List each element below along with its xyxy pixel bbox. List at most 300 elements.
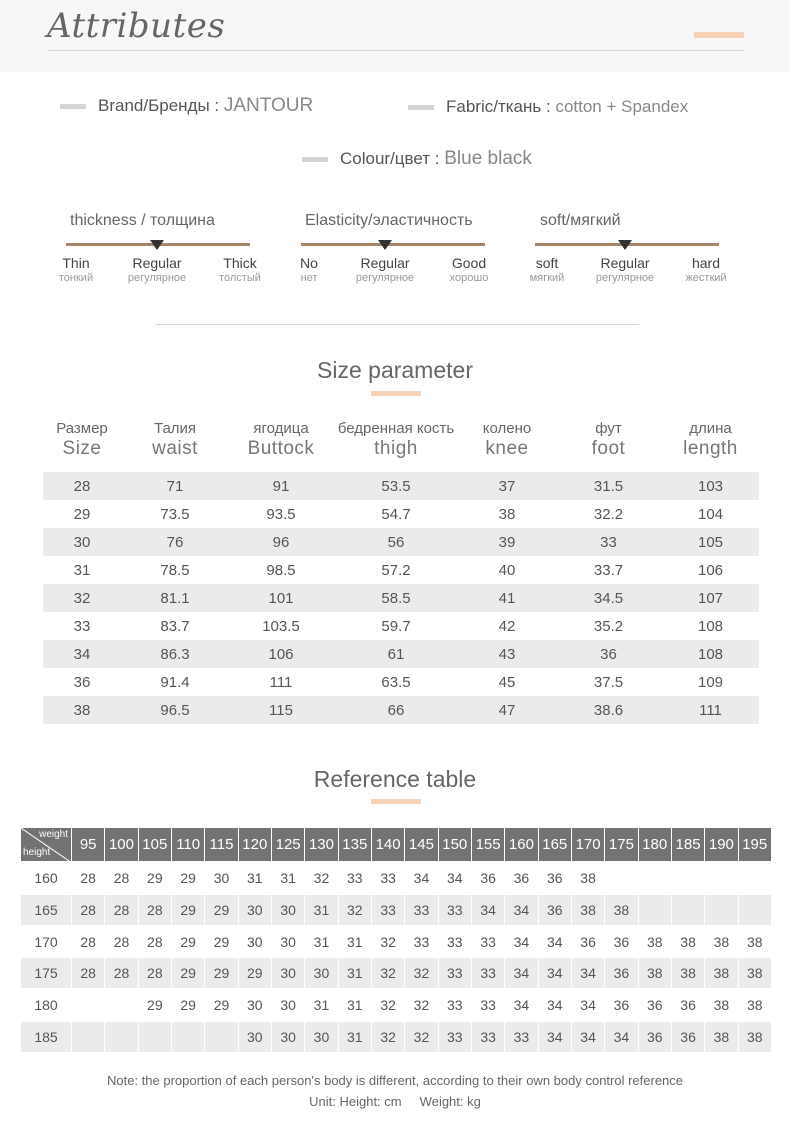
- column-header-en: waist: [152, 438, 198, 459]
- size-value-cell: [672, 895, 705, 927]
- slider-option-sublabel: тонкий: [58, 272, 94, 284]
- table-cell: 38.6: [593, 701, 624, 719]
- size-value-cell: 30: [272, 958, 305, 990]
- size-value-cell: 30: [272, 1022, 305, 1054]
- size-value-cell: 29: [172, 927, 205, 959]
- table-cell: 30: [73, 533, 91, 551]
- size-value-cell: 34: [572, 1022, 605, 1054]
- table-cell: 37.5: [593, 673, 624, 691]
- dash-icon: [60, 104, 86, 109]
- size-value-cell: 34: [572, 958, 605, 990]
- size-value-cell: 33: [472, 990, 505, 1022]
- slider-option: [31, 255, 121, 284]
- table-cell: 56: [387, 533, 405, 551]
- size-value-cell: 38: [739, 927, 772, 959]
- size-value-cell: 38: [705, 1022, 738, 1054]
- column-header-en: foot: [591, 438, 626, 459]
- dash-icon: [302, 157, 328, 162]
- slider-marker-icon: [378, 240, 392, 250]
- size-value-cell: 29: [205, 990, 238, 1022]
- size-parameter-table: [43, 420, 759, 719]
- table-row: [43, 500, 759, 528]
- size-column-header: [229, 420, 333, 472]
- weight-header-cell: 105: [139, 828, 172, 863]
- table-cell: 104: [697, 505, 724, 523]
- weight-header-cell: 125: [272, 828, 305, 863]
- column-header-en: Buttock: [247, 438, 315, 459]
- weight-header-cell: 130: [305, 828, 338, 863]
- slider-title: Elasticity/эластичность: [305, 212, 473, 229]
- size-value-cell: 38: [572, 895, 605, 927]
- size-value-cell: 33: [339, 863, 372, 895]
- table-cell: 73.5: [160, 505, 190, 523]
- table-cell: 31: [73, 561, 91, 579]
- size-value-cell: 33: [439, 927, 472, 959]
- size-value-cell: [105, 990, 138, 1022]
- size-value-cell: 34: [505, 958, 538, 990]
- size-value-cell: 34: [505, 990, 538, 1022]
- size-table-body: [43, 472, 759, 724]
- table-cell: 71: [166, 477, 184, 495]
- table-cell: 33: [600, 533, 617, 551]
- size-value-cell: 30: [272, 927, 305, 959]
- size-value-cell: 36: [672, 990, 705, 1022]
- table-cell: 36: [600, 645, 617, 663]
- size-value-cell: 28: [105, 895, 138, 927]
- size-value-cell: 28: [72, 895, 105, 927]
- size-column-header: [121, 420, 229, 472]
- weight-header-cell: 115: [205, 828, 238, 863]
- size-value-cell: [739, 863, 772, 895]
- height-row-label: 165: [21, 895, 72, 927]
- table-cell: 83.7: [160, 617, 190, 635]
- slider-option-sublabel: регулярное: [355, 272, 415, 284]
- size-value-cell: 38: [639, 958, 672, 990]
- slider-option-sublabel: регулярное: [595, 272, 655, 284]
- size-value-cell: 34: [539, 927, 572, 959]
- table-cell: 42: [498, 617, 516, 635]
- size-value-cell: 31: [339, 958, 372, 990]
- size-value-cell: 33: [372, 895, 405, 927]
- slider-marker-icon: [150, 240, 164, 250]
- size-value-cell: [205, 1022, 238, 1054]
- size-value-cell: 34: [472, 895, 505, 927]
- table-cell: 111: [269, 673, 293, 691]
- size-value-cell: 36: [539, 863, 572, 895]
- table-cell: 32.2: [593, 505, 624, 523]
- slider-option: [340, 255, 430, 284]
- size-parameter-accent: [371, 391, 421, 396]
- size-value-cell: [739, 895, 772, 927]
- size-value-cell: 30: [305, 1022, 338, 1054]
- size-value-cell: [105, 1022, 138, 1054]
- reference-table-title: Reference table: [313, 766, 477, 792]
- size-value-cell: 32: [372, 1022, 405, 1054]
- table-cell: 38: [73, 701, 91, 719]
- size-value-cell: 29: [139, 863, 172, 895]
- table-corner-cell: [21, 828, 72, 863]
- slider-option-sublabel: мягкий: [529, 272, 565, 284]
- weight-header-cell: 95: [72, 828, 105, 863]
- size-value-cell: 33: [439, 895, 472, 927]
- size-value-cell: 38: [705, 927, 738, 959]
- size-value-cell: 34: [505, 895, 538, 927]
- table-cell: 111: [699, 701, 722, 719]
- table-cell: 98.5: [266, 561, 296, 579]
- table-cell: 37: [498, 477, 516, 495]
- size-value-cell: 28: [105, 958, 138, 990]
- height-row-label: 170: [21, 927, 72, 959]
- column-header-ru: бедренная кость: [337, 420, 455, 437]
- table-cell: 108: [697, 617, 724, 635]
- weight-header-cell: 150: [439, 828, 472, 863]
- column-header-ru: длина: [689, 420, 732, 437]
- slider-option: [502, 255, 592, 284]
- column-header-en: thigh: [374, 438, 418, 459]
- column-header-ru: Размер: [56, 420, 108, 437]
- table-cell: 86.3: [160, 645, 190, 663]
- size-value-cell: 38: [739, 990, 772, 1022]
- size-value-cell: 33: [439, 990, 472, 1022]
- table-cell: 53.5: [381, 477, 411, 495]
- slider-option-sublabel: толстый: [219, 272, 261, 284]
- slider-option-label: No: [300, 255, 318, 271]
- slider-track: [301, 243, 485, 246]
- weight-header-cell: 155: [472, 828, 505, 863]
- size-value-cell: 34: [505, 927, 538, 959]
- table-cell: 43: [498, 645, 516, 663]
- column-header-ru: фут: [595, 420, 622, 437]
- size-value-cell: [139, 1022, 172, 1054]
- size-value-cell: 31: [305, 927, 338, 959]
- size-value-cell: 38: [639, 927, 672, 959]
- size-value-cell: 29: [205, 958, 238, 990]
- size-value-cell: 33: [472, 927, 505, 959]
- weight-header-cell: 160: [505, 828, 538, 863]
- weight-header-cell: 120: [239, 828, 272, 863]
- table-cell: 47: [498, 701, 516, 719]
- size-value-cell: 38: [705, 958, 738, 990]
- table-cell: 33: [73, 617, 91, 635]
- weight-header-cell: 170: [572, 828, 605, 863]
- size-value-cell: 36: [672, 1022, 705, 1054]
- slider-option-sublabel: жесткий: [685, 272, 727, 284]
- brand-attribute: [60, 95, 313, 117]
- table-cell: 41: [498, 589, 516, 607]
- size-value-cell: 31: [272, 863, 305, 895]
- reference-table: [21, 828, 772, 1054]
- colour-value: Blue black: [444, 148, 532, 169]
- size-value-cell: [72, 990, 105, 1022]
- size-value-cell: 34: [439, 863, 472, 895]
- size-value-cell: 31: [339, 1022, 372, 1054]
- size-value-cell: 33: [472, 1022, 505, 1054]
- table-cell: 96.5: [160, 701, 190, 719]
- weight-header-cell: 135: [339, 828, 372, 863]
- weight-header-cell: 175: [605, 828, 638, 863]
- table-cell: 106: [697, 561, 724, 579]
- colour-attribute: [302, 148, 532, 170]
- header-banner: [0, 0, 790, 72]
- size-value-cell: 31: [305, 990, 338, 1022]
- size-value-cell: 30: [305, 958, 338, 990]
- table-cell: 34.5: [593, 589, 624, 607]
- size-value-cell: 33: [439, 1022, 472, 1054]
- table-cell: 32: [73, 589, 91, 607]
- size-value-cell: 36: [472, 863, 505, 895]
- table-cell: 63.5: [381, 673, 411, 691]
- slider-title: soft/мягкий: [540, 212, 621, 229]
- fabric-label: Fabric/ткань :: [446, 97, 551, 116]
- size-value-cell: 28: [139, 958, 172, 990]
- reference-table-accent: [371, 799, 421, 804]
- size-value-cell: 33: [372, 863, 405, 895]
- table-row: [43, 612, 759, 640]
- height-row-label: 185: [21, 1022, 72, 1054]
- table-cell: 78.5: [160, 561, 190, 579]
- size-value-cell: 29: [205, 895, 238, 927]
- slider-option-label: Thick: [223, 255, 257, 271]
- size-column-header: [662, 420, 759, 472]
- table-cell: 40: [498, 561, 516, 579]
- table-cell: 101: [268, 589, 294, 607]
- size-value-cell: 28: [72, 863, 105, 895]
- size-value-cell: 36: [572, 927, 605, 959]
- table-cell: 91: [272, 477, 290, 495]
- slider-option: [424, 255, 514, 284]
- table-cell: 29: [73, 505, 91, 523]
- slider-option-label: soft: [535, 255, 559, 271]
- size-value-cell: 28: [72, 927, 105, 959]
- size-value-cell: 29: [139, 990, 172, 1022]
- size-value-cell: 34: [605, 1022, 638, 1054]
- size-value-cell: 33: [505, 1022, 538, 1054]
- size-value-cell: 29: [172, 958, 205, 990]
- size-value-cell: 38: [605, 895, 638, 927]
- size-value-cell: 36: [639, 1022, 672, 1054]
- size-column-header: [43, 420, 121, 472]
- table-cell: 76: [166, 533, 184, 551]
- size-value-cell: 30: [205, 863, 238, 895]
- table-cell: 58.5: [381, 589, 411, 607]
- table-row: [43, 668, 759, 696]
- dash-icon: [408, 105, 434, 110]
- table-cell: 103.5: [262, 617, 300, 635]
- table-cell: 34: [73, 645, 91, 663]
- page-title: Attributes: [47, 6, 226, 46]
- height-row-label: 160: [21, 863, 72, 895]
- brand-value: JANTOUR: [223, 95, 314, 116]
- table-cell: 57.2: [381, 561, 411, 579]
- column-header-ru: ягодица: [253, 420, 309, 437]
- size-column-header: [555, 420, 662, 472]
- column-header-ru: колено: [482, 420, 532, 437]
- size-value-cell: 28: [105, 863, 138, 895]
- size-value-cell: [672, 863, 705, 895]
- slider-title: thickness / толщина: [70, 212, 215, 229]
- size-value-cell: [705, 895, 738, 927]
- weight-header-cell: 190: [705, 828, 738, 863]
- size-value-cell: 38: [572, 863, 605, 895]
- size-value-cell: 28: [139, 927, 172, 959]
- size-value-cell: 36: [605, 990, 638, 1022]
- table-row: [43, 584, 759, 612]
- size-value-cell: 28: [72, 958, 105, 990]
- size-value-cell: 33: [405, 927, 438, 959]
- table-cell: 45: [498, 673, 516, 691]
- table-cell: 31.5: [593, 477, 624, 495]
- size-value-cell: 29: [172, 895, 205, 927]
- size-value-cell: 30: [239, 1022, 272, 1054]
- size-value-cell: 38: [739, 1022, 772, 1054]
- table-cell: 93.5: [266, 505, 296, 523]
- size-value-cell: 30: [239, 990, 272, 1022]
- table-cell: 59.7: [381, 617, 411, 635]
- table-cell: 33.7: [593, 561, 624, 579]
- table-cell: 103: [697, 477, 724, 495]
- size-value-cell: [172, 1022, 205, 1054]
- table-cell: 107: [697, 589, 724, 607]
- size-value-cell: 30: [272, 895, 305, 927]
- slider-option-label: Good: [451, 255, 487, 271]
- weight-header-cell: 110: [172, 828, 205, 863]
- slider-option: [112, 255, 202, 284]
- size-value-cell: 32: [405, 1022, 438, 1054]
- size-value-cell: 36: [639, 990, 672, 1022]
- column-header-ru: Талия: [153, 420, 197, 437]
- size-value-cell: 33: [439, 958, 472, 990]
- weight-header-cell: 195: [739, 828, 772, 863]
- table-row: [43, 528, 759, 556]
- weight-header-cell: 140: [372, 828, 405, 863]
- table-cell: 66: [387, 701, 405, 719]
- table-cell: 28: [73, 477, 91, 495]
- size-value-cell: 38: [739, 958, 772, 990]
- column-header-en: Size: [62, 438, 102, 459]
- slider-option-label: Thin: [62, 255, 90, 271]
- table-cell: 81.1: [160, 589, 190, 607]
- weight-header-cell: 100: [105, 828, 138, 863]
- size-value-cell: 32: [372, 958, 405, 990]
- slider-option-label: Regular: [360, 255, 410, 271]
- table-cell: 105: [697, 533, 724, 551]
- size-value-cell: 36: [605, 927, 638, 959]
- corner-height-label: height: [23, 847, 51, 858]
- header-underline: [47, 50, 745, 51]
- size-value-cell: 36: [505, 863, 538, 895]
- slider-option-label: hard: [691, 255, 721, 271]
- colour-label: Colour/цвет :: [340, 149, 440, 168]
- size-value-cell: 38: [672, 958, 705, 990]
- size-value-cell: 31: [339, 990, 372, 1022]
- corner-weight-label: weight: [39, 829, 68, 840]
- table-row: [43, 640, 759, 668]
- size-value-cell: 31: [339, 927, 372, 959]
- column-header-en: knee: [485, 438, 529, 459]
- weight-header-cell: 180: [639, 828, 672, 863]
- table-cell: 36: [73, 673, 91, 691]
- size-value-cell: 32: [405, 990, 438, 1022]
- size-value-cell: 36: [605, 958, 638, 990]
- size-value-cell: 32: [405, 958, 438, 990]
- fabric-attribute: [408, 97, 688, 117]
- table-cell: 96: [272, 533, 290, 551]
- fabric-value: cotton + Spandex: [555, 97, 689, 116]
- weight-header-cell: 145: [405, 828, 438, 863]
- size-value-cell: 36: [539, 895, 572, 927]
- size-value-cell: 28: [139, 895, 172, 927]
- slider-option-label: Regular: [132, 255, 182, 271]
- weight-header-cell: 165: [539, 828, 572, 863]
- slider-option-sublabel: нет: [300, 272, 318, 284]
- size-value-cell: [705, 863, 738, 895]
- size-parameter-title: Size parameter: [317, 357, 473, 383]
- size-value-cell: [639, 895, 672, 927]
- table-cell: 39: [498, 533, 516, 551]
- size-value-cell: 34: [405, 863, 438, 895]
- size-value-cell: 32: [372, 990, 405, 1022]
- size-value-cell: 30: [239, 895, 272, 927]
- size-value-cell: 30: [272, 990, 305, 1022]
- slider-option: [580, 255, 670, 284]
- header-accent-bar: [694, 32, 744, 38]
- size-value-cell: 29: [172, 990, 205, 1022]
- size-column-header: [459, 420, 555, 472]
- size-value-cell: 32: [305, 863, 338, 895]
- size-value-cell: 28: [105, 927, 138, 959]
- table-cell: 54.7: [381, 505, 411, 523]
- table-cell: 108: [697, 645, 724, 663]
- size-column-header: [333, 420, 459, 472]
- size-value-cell: [605, 863, 638, 895]
- size-value-cell: 38: [705, 990, 738, 1022]
- column-header-en: length: [683, 438, 738, 459]
- size-value-cell: 29: [205, 927, 238, 959]
- size-value-cell: 33: [472, 958, 505, 990]
- slider-option-label: Regular: [600, 255, 650, 271]
- size-value-cell: [639, 863, 672, 895]
- table-cell: 35.2: [593, 617, 624, 635]
- size-value-cell: 33: [405, 895, 438, 927]
- size-value-cell: 29: [172, 863, 205, 895]
- size-table-header: [43, 420, 759, 472]
- size-value-cell: 34: [539, 958, 572, 990]
- height-row-label: 175: [21, 958, 72, 990]
- table-cell: 115: [269, 701, 293, 719]
- table-row: [43, 556, 759, 584]
- size-value-cell: 31: [239, 863, 272, 895]
- size-value-cell: 32: [339, 895, 372, 927]
- table-row: [43, 472, 759, 500]
- size-value-cell: 34: [539, 1022, 572, 1054]
- size-value-cell: 34: [572, 990, 605, 1022]
- note-text: Note: the proportion of each person's body is different, according to their own body control reference: [106, 1073, 684, 1088]
- table-cell: 109: [697, 673, 724, 691]
- size-value-cell: 38: [672, 927, 705, 959]
- table-cell: 106: [268, 645, 294, 663]
- height-row-label: 180: [21, 990, 72, 1022]
- table-cell: 91.4: [160, 673, 190, 691]
- slider-option: [661, 255, 751, 284]
- size-value-cell: 34: [539, 990, 572, 1022]
- weight-header-cell: 185: [672, 828, 705, 863]
- size-value-cell: [72, 1022, 105, 1054]
- slider-option-sublabel: хорошо: [449, 272, 489, 284]
- size-value-cell: 32: [372, 927, 405, 959]
- table-cell: 61: [387, 645, 405, 663]
- unit-text: Unit: Height: cm Weight: kg: [309, 1094, 481, 1109]
- slider-marker-icon: [618, 240, 632, 250]
